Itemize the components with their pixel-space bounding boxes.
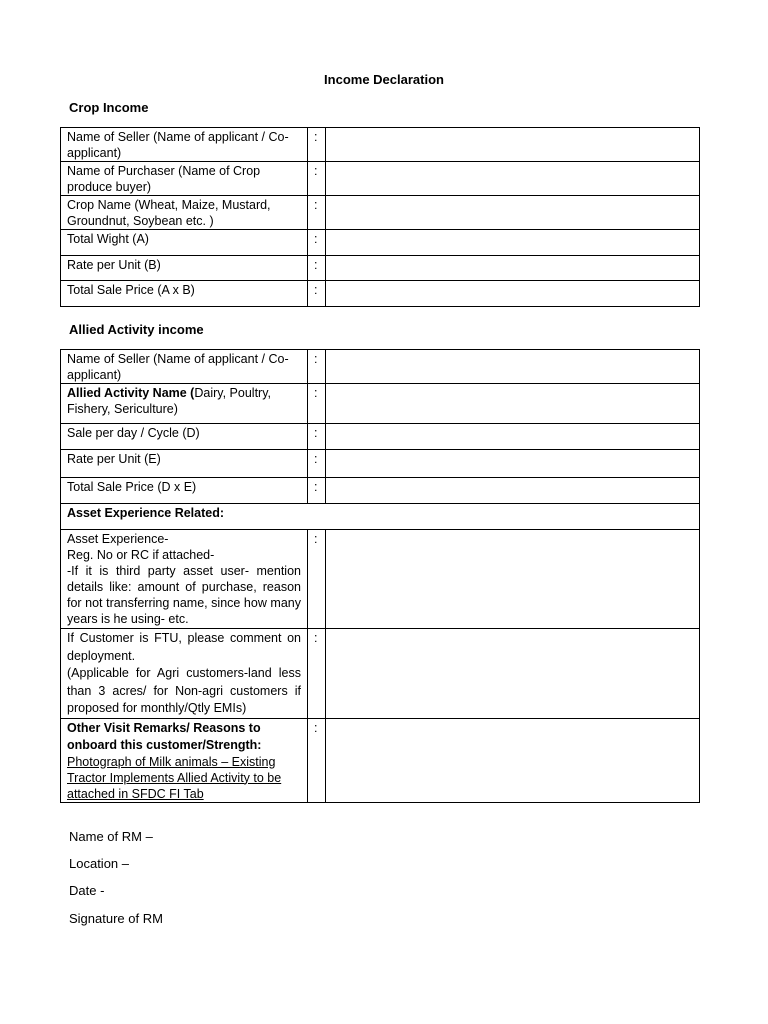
table-row <box>61 196 700 230</box>
table-row <box>61 629 700 719</box>
third-party-asset-note: -If it is third party asset user- mention details like: amount of purchase, reason for not transferring name, since how many years is he using- etc. <box>67 564 301 626</box>
colon-separator: : <box>308 196 326 230</box>
table-row <box>61 256 700 281</box>
colon-separator: : <box>308 450 326 478</box>
table-row <box>61 530 700 629</box>
table-row <box>61 478 700 504</box>
colon-separator: : <box>308 281 326 307</box>
seller-name-field[interactable] <box>326 128 700 162</box>
allied-activity-name-examples: Dairy, Poultry, Fishery, Sericulture) <box>67 386 271 416</box>
allied-seller-name-field[interactable] <box>326 350 700 384</box>
table-row <box>61 128 700 162</box>
page-title: Income Declaration <box>324 72 444 87</box>
visit-remarks-field[interactable] <box>326 718 700 802</box>
total-sale-price-ab-label: Total Sale Price (A x B) <box>61 281 308 307</box>
crop-name-field[interactable] <box>326 196 700 230</box>
rm-name-label: Name of RM – <box>69 829 153 844</box>
reg-no-line: Reg. No or RC if attached- <box>67 548 215 562</box>
crop-income-table <box>60 127 700 307</box>
colon-separator: : <box>308 384 326 424</box>
colon-separator: : <box>308 718 326 802</box>
rm-signature-label: Signature of RM <box>69 911 163 926</box>
table-row <box>61 424 700 450</box>
asset-experience-field[interactable] <box>326 530 700 629</box>
photograph-attachment-note: Photograph of Milk animals – Existing Tractor Implements Allied Activity to be attached in SFDC FI Tab <box>67 754 282 801</box>
table-row <box>61 718 700 802</box>
asset-experience-header: Asset Experience Related: <box>61 504 700 530</box>
table-row <box>61 384 700 424</box>
date-label: Date - <box>69 883 105 898</box>
total-sale-price-de-label: Total Sale Price (D x E) <box>61 478 308 504</box>
colon-separator: : <box>308 424 326 450</box>
allied-seller-name-label: Name of Seller (Name of applicant / Co-applicant) <box>61 350 308 384</box>
table-row <box>61 350 700 384</box>
rate-per-unit-b-field[interactable] <box>326 256 700 281</box>
table-row <box>61 504 700 530</box>
allied-activity-heading: Allied Activity income <box>69 322 204 337</box>
seller-name-label: Name of Seller (Name of applicant / Co-applicant) <box>61 128 308 162</box>
colon-separator: : <box>308 230 326 256</box>
colon-separator: : <box>308 478 326 504</box>
rate-per-unit-e-field[interactable] <box>326 450 700 478</box>
colon-separator: : <box>308 350 326 384</box>
table-row <box>61 281 700 307</box>
crop-name-label: Crop Name (Wheat, Maize, Mustard, Groundnut, Soybean etc. ) <box>61 196 308 230</box>
total-sale-price-de-field[interactable] <box>326 478 700 504</box>
ftu-comment-field[interactable] <box>326 629 700 719</box>
location-label: Location – <box>69 856 129 871</box>
ftu-comment-line: If Customer is FTU, please comment on deployment. <box>67 631 301 663</box>
ftu-applicability-note: (Applicable for Agri customers-land less than 3 acres/ for Non-agri customers if proposed for monthly/Qtly EMIs) <box>67 666 301 715</box>
visit-remarks-label <box>61 718 308 802</box>
table-row <box>61 162 700 196</box>
sale-per-day-label: Sale per day / Cycle (D) <box>61 424 308 450</box>
asset-experience-label <box>61 530 308 629</box>
ftu-comment-label <box>61 629 308 719</box>
purchaser-name-label: Name of Purchaser (Name of Crop produce buyer) <box>61 162 308 196</box>
table-row <box>61 450 700 478</box>
visit-remarks-heading: Other Visit Remarks/ Reasons to onboard this customer/Strength: <box>67 720 262 752</box>
colon-separator: : <box>308 162 326 196</box>
colon-separator: : <box>308 629 326 719</box>
table-row <box>61 230 700 256</box>
colon-separator: : <box>308 530 326 629</box>
crop-income-heading: Crop Income <box>69 100 149 115</box>
colon-separator: : <box>308 128 326 162</box>
allied-activity-name-field[interactable] <box>326 384 700 424</box>
colon-separator: : <box>308 256 326 281</box>
purchaser-name-field[interactable] <box>326 162 700 196</box>
allied-activity-name-bold: Allied Activity Name ( <box>67 386 195 400</box>
rate-per-unit-b-label: Rate per Unit (B) <box>61 256 308 281</box>
sale-per-day-field[interactable] <box>326 424 700 450</box>
allied-activity-table <box>60 349 700 803</box>
asset-experience-line: Asset Experience- <box>67 532 169 546</box>
allied-activity-name-label <box>61 384 308 424</box>
total-sale-price-ab-field[interactable] <box>326 281 700 307</box>
total-weight-label: Total Wight (A) <box>61 230 308 256</box>
rate-per-unit-e-label: Rate per Unit (E) <box>61 450 308 478</box>
total-weight-field[interactable] <box>326 230 700 256</box>
